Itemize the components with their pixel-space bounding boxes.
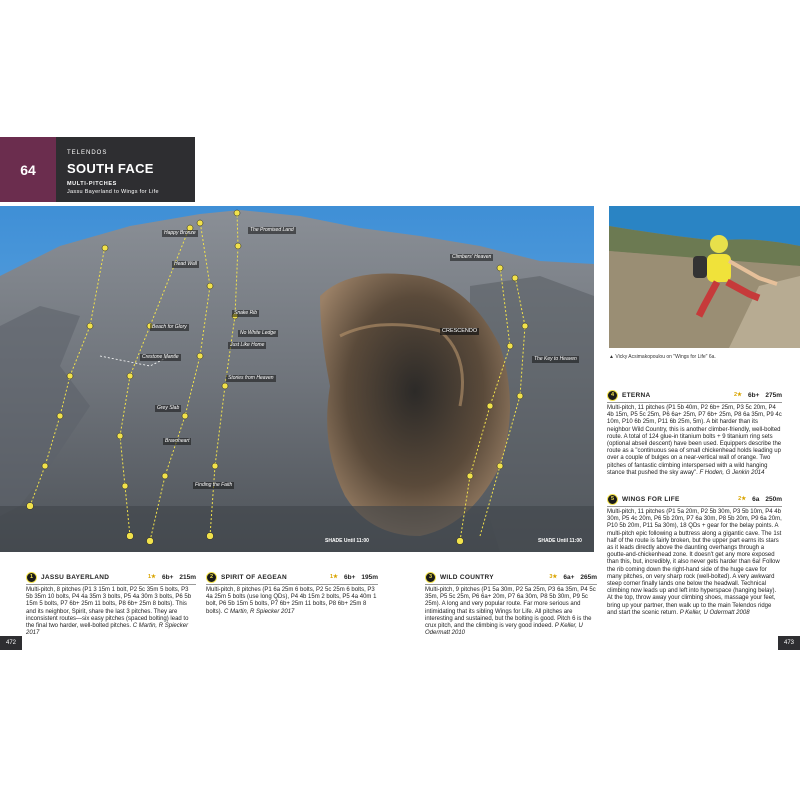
route-label: The Key to Heaven bbox=[534, 356, 577, 362]
region-label: TELENDOS bbox=[67, 150, 108, 156]
route-entry-1 bbox=[26, 572, 196, 637]
route-label: Happy Bronze bbox=[164, 230, 196, 236]
route-name: WILD COUNTRY bbox=[440, 573, 494, 581]
route-length: 215m bbox=[179, 573, 196, 581]
route-label: Crestone Mantle bbox=[142, 354, 179, 360]
page-number-left: 472 bbox=[0, 636, 22, 650]
crescendo-label: CRESCENDO bbox=[442, 328, 478, 334]
route-label: Finding the Faith bbox=[195, 482, 233, 488]
chapter-number: 64 bbox=[0, 137, 56, 202]
route-name: JASSU BAYERLAND bbox=[41, 573, 110, 581]
route-stars: 1★ bbox=[147, 573, 156, 580]
shade-label: SHADE Until 11:00 bbox=[325, 538, 369, 544]
route-label: Stories from Heaven bbox=[228, 375, 274, 381]
page-number-right: 473 bbox=[778, 636, 800, 650]
route-stars: 2★ bbox=[738, 495, 747, 502]
route-label: Bravoheart bbox=[165, 438, 190, 444]
route-header bbox=[206, 572, 378, 585]
route-number-badge: 4 bbox=[607, 390, 618, 401]
chapter-header bbox=[56, 137, 195, 202]
section-range: Jassu Bayerland to Wings for Life bbox=[67, 189, 159, 195]
route-description: Multi-pitch, 8 pitches (P1 3 15m 1 bolt, P2 5c 35m 5 bolts, P3 5b 35m 10 bolts, P4 4a 35m 3 bolts, P5 4a 30m 3 bolts, P6 5b 15m 5 bolts, P7 6b+ 25m 11 bolts, P8 6b+ 25m 8 bolts). This and its neighbor, Spirit, share the last 3 pitches. They are inconsistent routes—six easy pitches (spaced bolting) lead to the final two harder, well-bolted pitches. bbox=[26, 587, 192, 630]
route-number-badge: 1 bbox=[26, 572, 37, 583]
cliff-illustration bbox=[0, 206, 594, 552]
route-credit: C Martin, R Spiecker 2017 bbox=[224, 608, 295, 615]
route-name: WINGS FOR LIFE bbox=[622, 495, 680, 503]
route-length: 265m bbox=[580, 573, 597, 581]
route-description: Multi-pitch, 9 pitches (P1 5a 30m, P2 5a 25m, P3 6a 35m, P4 5c 35m, P5 5c 25m, P6 6a+ 20m, P7 6a 30m, P8 5b 30m, P9 5c 25m). A long and very popular route. Far more serious and intimidating that its sibling Wings for Life. All pitches are interesting and sustained, but the bolting is good. Pitch 6 is the crux pitch, and the climbing is very good indeed. bbox=[425, 587, 596, 630]
route-grade: 6a bbox=[752, 495, 760, 503]
climber-illustration bbox=[609, 206, 800, 348]
route-number-badge: 3 bbox=[425, 572, 436, 583]
route-name: SPIRIT OF AEGEAN bbox=[221, 573, 287, 581]
route-entry-5 bbox=[607, 494, 782, 617]
page-title: SOUTH FACE bbox=[67, 161, 154, 176]
route-grade: 6b+ bbox=[747, 391, 760, 399]
route-label: Head Wall bbox=[174, 261, 197, 267]
route-grade: 6b+ bbox=[161, 573, 174, 581]
route-number-badge: 5 bbox=[607, 494, 618, 505]
inset-photo bbox=[609, 206, 800, 348]
route-description: Multi-pitch, 11 pitches (P1 5a 20m, P2 5b 30m, P3 5b 10m, P4 4b 30m, P5 4c 20m, P6 5b 20m, P7 6a 30m, P8 5b 20m, P9 6a 20m, P10 5b 20m, P11 5a 30m), 18 QDs + gear for the belay points. A multi-pitch epic following a buttress along a gigantic cave. The 1st half of the route is fairly broken, but the upper part earns its stars as it leads directly above the daunting overhangs through a goutte-and-chickenhead zone. It doesn't get any more exposed than this, but, incredibly, it also never gets harder than 6a! Follow the rib coming down the right-hand side of the huge cave for many pitches, on very sharp rock (well-bolted). A very awkward steep corner finally lands one below the headwall. Technical climbing now leads up and left into hyperspace (hanging belay). At the top, throw away your climbing shoes, massage your feet, bring up your partner, then walk up to the main Telendos ridge and start the scenic return. bbox=[607, 509, 782, 616]
route-credit: P Keller, U Odermatt 2008 bbox=[679, 609, 750, 616]
section-subtitle: MULTI-PITCHES bbox=[67, 181, 117, 187]
route-label: Snake Rib bbox=[234, 310, 258, 316]
route-description: Multi-pitch, 8 pitches (P1 6a 25m 6 bolts, P2 5c 25m 6 bolts, P3 4a 25m 5 bolts (use long QDs), P4 4b 15m 2 bolts, P5 4a 40m 1 bolt, P6 5b 15m 5 bolts, P7 6b+ 25m 11 bolts, P8 6b+ 25m 8 bolts). bbox=[206, 587, 377, 615]
route-header bbox=[607, 390, 782, 403]
route-stars: 3★ bbox=[549, 573, 558, 580]
route-credit: F Hoden, G Jenkin 2014 bbox=[699, 469, 765, 476]
route-header bbox=[26, 572, 196, 585]
route-length: 275m bbox=[765, 391, 782, 399]
route-entry-3 bbox=[425, 572, 597, 637]
topo-photo bbox=[0, 206, 594, 552]
route-credit: P Keller, U Odermatt 2010 bbox=[425, 623, 583, 637]
route-entry-2 bbox=[206, 572, 378, 616]
route-label: Just Like Home bbox=[230, 342, 265, 348]
route-label: Grey Slab bbox=[157, 405, 180, 411]
route-stars: 1★ bbox=[329, 573, 338, 580]
route-length: 250m bbox=[765, 495, 782, 503]
route-label: Beach for Glory bbox=[152, 324, 187, 330]
route-header bbox=[425, 572, 597, 585]
route-length: 195m bbox=[361, 573, 378, 581]
route-header bbox=[607, 494, 782, 507]
route-name: ETERNA bbox=[622, 391, 651, 399]
route-description: Multi-pitch, 11 pitches (P1 5b 40m, P2 6b+ 25m, P3 5c 20m, P4 4b 15m, P5 5c 25m, P6 6a+ 25m, P7 6b+ 25m, P8 6a 35m, P9 4c 10m, P10 6b 25m, P11 6b 25m, 5m). A bit harder than its neighbor Wild Country, this is another climber-friendly, well-bolted route. A total of 124 glue-in titanium bolts + 9 titanium ring sets (optional abseil descent) have been used. Equippers describe the route as a "continuous sea of small chickenhead holds leading up over a couple of bulges on a near-vertical wall of orange. Two pitches of fantastic climbing interspersed with a wild hanging stance that pushed the sky away". bbox=[607, 405, 782, 476]
route-grade: 6b+ bbox=[343, 573, 356, 581]
route-label: Climbers' Heaven bbox=[452, 254, 492, 260]
shade-label: SHADE Until 11:00 bbox=[538, 538, 582, 544]
route-entry-4 bbox=[607, 390, 782, 477]
photo-caption: ▲ Vicky Acsimakopoulou on "Wings for Life" 6a. bbox=[609, 354, 716, 360]
route-grade: 6a+ bbox=[563, 573, 575, 581]
route-label: The Promised Land bbox=[250, 227, 294, 233]
route-credit: C Martin, R Spiecker 2017 bbox=[26, 623, 189, 637]
route-number-badge: 2 bbox=[206, 572, 217, 583]
route-label: No White Ledge bbox=[240, 330, 276, 336]
route-stars: 2★ bbox=[733, 391, 742, 398]
